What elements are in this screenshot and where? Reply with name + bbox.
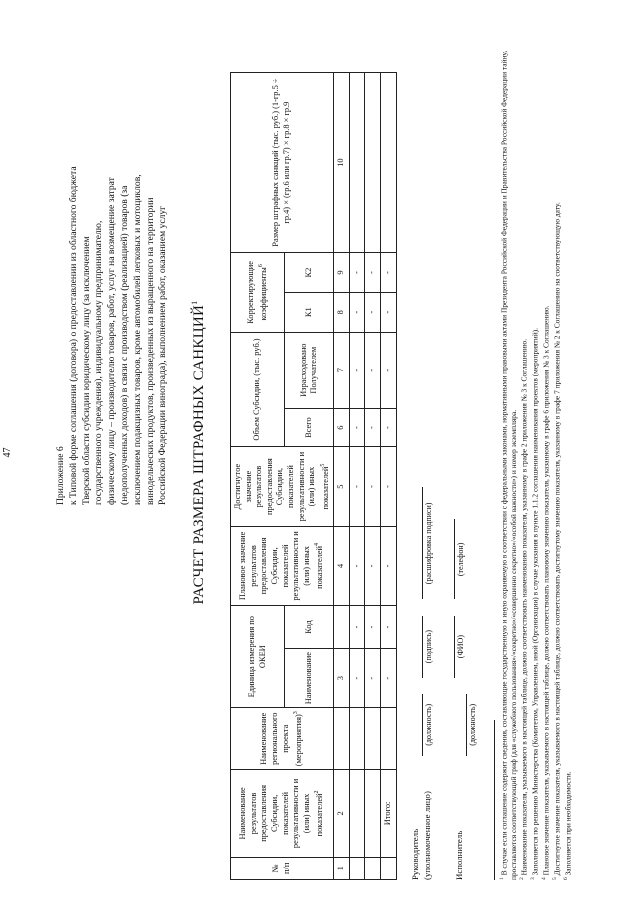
table-cell: -	[380, 332, 396, 408]
table-cell: -	[365, 606, 381, 649]
table-cell: 9	[334, 253, 350, 293]
col-header-achieved	[231, 447, 334, 526]
table-cell	[365, 857, 381, 879]
table-cell: 7	[334, 332, 350, 408]
col-header-okei-name: Наименование	[285, 649, 334, 708]
header-line: Российской Федерации винограда), выполнением работ, оказанием услуг	[157, 205, 169, 505]
table-cell	[365, 770, 381, 857]
col-header-okei: Единица измерения по ОКЕИ	[231, 606, 285, 708]
table-cell: -	[380, 447, 396, 526]
table-cell	[334, 606, 350, 649]
footnote-item	[518, 35, 529, 880]
table-cell	[349, 708, 365, 770]
table-cell: -	[349, 408, 365, 447]
table-cell: -	[365, 447, 381, 526]
head-label-line-1: Руководитель	[410, 828, 420, 880]
header-text: Плановое значение результатов предоставления Субсидии, показателей результативности и (или) иных показателей	[238, 531, 325, 601]
footnote-text: Наименование показателя, указываемого в настоящей таблице, должно соответствовать наименованию показателя, указанному в графе 2 приложения № 3 к Соглашению.	[519, 338, 529, 876]
table-cell: -	[365, 332, 381, 408]
footnote-text: В случае если соглашение содержит сведения, составляющие государственную и иную охраняемую в соответствии с федеральными законами, нормативными правовыми актами Президента Российской Федерации и Правительства Российской Федерации тайну, проставляется соответствующий гриф (для «служебного пользования»/«секретно»/«совершенно секретно»/«особой важности») и номер экземпляра.	[499, 50, 518, 880]
footnote-number: 2	[519, 877, 526, 880]
table-cell: -	[380, 526, 396, 605]
header-text: Достигнутое значение результатов предоставления Субсидии, показателей результативности и (или) иных показателей	[233, 451, 330, 522]
table-cell	[349, 770, 365, 857]
header-line: физическому лицу – производителю товаров, работ, услуг на возмещение затрат	[106, 177, 118, 505]
col-header-num: № п/п	[231, 857, 334, 879]
title-text: РАСЧЕТ РАЗМЕРА ШТРАФНЫХ САНКЦИЙ	[191, 304, 207, 605]
table-cell: -	[349, 606, 365, 649]
table-cell: -	[380, 253, 396, 293]
executor-row	[454, 505, 477, 880]
col-header-project	[231, 708, 334, 770]
phone-field: (телефон)	[454, 519, 465, 599]
col-header-vol-total: Всего	[285, 408, 334, 447]
footnote-item	[551, 35, 562, 880]
title-footnote-ref: 1	[190, 300, 199, 305]
footnote-ref: 5	[319, 463, 326, 467]
table-cell	[365, 73, 381, 253]
footnote-number: 1	[499, 877, 505, 880]
table-row	[365, 73, 381, 880]
col-header-volume: Объем Субсидии, (тыс. руб.)	[231, 332, 285, 447]
table-cell: 2	[334, 770, 350, 857]
signature-field: (подпись)	[422, 616, 433, 678]
table-cell: -	[365, 292, 381, 332]
table-cell: -	[349, 253, 365, 293]
table-cell: 10	[334, 73, 350, 253]
position-field: (должность)	[422, 694, 433, 756]
header-text: Наименование результатов предоставления Субсидии, показателей результативности и (или) иных показателей	[238, 778, 325, 849]
footnote-ref: 4	[314, 542, 321, 546]
table-cell: 8	[334, 292, 350, 332]
table-cell	[380, 857, 396, 879]
col-header-okei-code: Код	[285, 606, 334, 649]
table-cell: -	[349, 526, 365, 605]
footnote-item	[529, 35, 540, 880]
footnote-ref: 2	[314, 790, 321, 794]
executor-position-field: (должность)	[466, 694, 477, 756]
col-header-k1: К1	[285, 292, 334, 332]
fio-field: (ФИО)	[454, 616, 465, 678]
col-header-vol-spent: Израсходовано Получателем	[285, 332, 334, 408]
table-cell	[334, 708, 350, 770]
header-text: Корректирующие коэффициенты	[245, 261, 268, 324]
footnote-ref: 3	[293, 711, 300, 715]
footnote-separator	[494, 720, 495, 880]
sanctions-table	[230, 72, 397, 880]
footnote-number: 4	[541, 877, 548, 880]
appendix-header	[55, 35, 170, 505]
table-row	[349, 73, 365, 880]
header-line: винодельческих продуктов, произведенных из выращенного на территории	[144, 197, 156, 505]
table-cell	[365, 708, 381, 770]
col-header-size: Размер штрафных санкций (тыс. руб.) (1-гр.5 ÷ гр.4) × (гр.6 или гр.7) × гр.8 × гр.9	[231, 73, 334, 253]
table-cell: -	[365, 408, 381, 447]
table-cell: 1	[334, 857, 350, 879]
table-cell: -	[349, 447, 365, 526]
table-cell	[380, 73, 396, 253]
table-cell: -	[349, 332, 365, 408]
header-line: Тверской области субсидии юридическому лицу (за исключением	[80, 236, 92, 505]
col-header-k2: К2	[285, 253, 334, 293]
footnote-number: 6	[562, 877, 569, 880]
table-cell: -	[349, 649, 365, 708]
footnote-item	[540, 35, 551, 880]
footnotes	[494, 35, 573, 880]
decoding-field: (расшифровка подписи)	[422, 487, 433, 599]
table-cell: 4	[334, 526, 350, 605]
footnote-number: 3	[530, 877, 537, 880]
footnote-text: Достигнутое значение показателя, указываемого в настоящей таблице, должно соответствовать достигнутому значению показателя, указанному в графе 7 приложения № 2 к Соглашению на соответствующую дату.	[552, 202, 562, 876]
table-cell: 5	[334, 447, 350, 526]
footnote-item	[498, 35, 518, 880]
head-label-line-2: (уполномоченное лицо)	[422, 791, 432, 880]
table-cell	[380, 708, 396, 770]
table-cell: -	[380, 292, 396, 332]
column-numbers-row	[334, 73, 350, 880]
appendix-label: Приложение 6	[55, 446, 66, 505]
footnote-number: 5	[551, 877, 558, 880]
footnote-item	[562, 35, 573, 880]
header-text: Наименование регионального проекта (мероприятия)	[259, 712, 304, 767]
col-header-plan	[231, 526, 334, 605]
footnote-text: Заполняется по решению Министерства (Комитетом, Управлением, иной (Организации) в случае указания в пункте 1.1.2 соглашения наименования проектов (мероприятий).	[530, 328, 540, 876]
table-cell: 3	[334, 649, 350, 708]
header-line: государственного учреждения), индивидуальному предпринимателю,	[93, 220, 105, 505]
table-cell: -	[349, 292, 365, 332]
table-cell: -	[365, 526, 381, 605]
col-header-coef	[231, 253, 285, 332]
footnote-text: Заполняется при необходимости.	[563, 771, 573, 876]
table-cell: 6	[334, 408, 350, 447]
head-signature-row	[422, 473, 433, 880]
header-line: исключением подакцизных товаров, кроме автомобилей легковых и мотоциклов,	[131, 174, 143, 505]
footnote-ref: 6	[258, 264, 265, 268]
header-line: (недополученных доходов) в связи с производством (реализацией) товаров (за	[118, 185, 130, 505]
table-cell	[349, 857, 365, 879]
table-cell: -	[380, 606, 396, 649]
page-number: 47	[2, 447, 13, 458]
table-cell: -	[380, 649, 396, 708]
document-title	[190, 0, 208, 905]
header-line: к Типовой форме соглашения (договора) о предоставлении из областного бюджета	[67, 166, 79, 505]
table-cell: -	[365, 253, 381, 293]
footnote-text: Плановое значение показателя, указываемого в настоящей таблице, должно соответствовать плановому значению показателя, указанному в графе 6 приложения № 3 к Соглашению.	[541, 305, 551, 876]
total-label: Итого:	[380, 770, 396, 857]
table-cell: -	[380, 408, 396, 447]
col-header-result-name	[231, 770, 334, 857]
table-cell: -	[365, 649, 381, 708]
table-cell	[349, 73, 365, 253]
executor-label: Исполнитель	[454, 830, 464, 880]
table-header-row	[231, 73, 285, 880]
total-row	[380, 73, 396, 880]
